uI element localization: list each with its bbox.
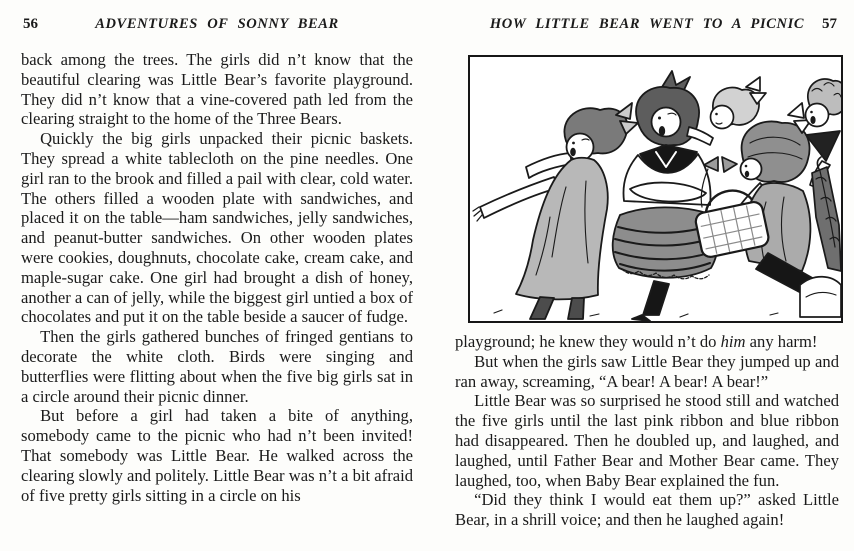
paragraph xyxy=(455,352,839,392)
italic-text: him xyxy=(720,332,746,351)
right-running-head-title: HOW LITTLE BEAR WENT TO A PICNIC xyxy=(489,16,805,32)
right-running-head xyxy=(455,14,839,36)
left-page-number: 56 xyxy=(23,16,38,32)
left-running-head xyxy=(21,14,413,36)
text-run: back among the trees. The girls did n’t know that the beautiful clearing was Little Bear’s favorite playground. They did n’t know that a vine-covered path led from the clearing straight to the home of the Three Bears. xyxy=(21,50,413,129)
text-run: “Did they think I would eat them up?” asked Little Bear, in a shrill voice; and then he laughed again! xyxy=(455,490,839,530)
page-right xyxy=(455,14,839,530)
picnic-illustration-frame xyxy=(468,55,843,323)
picnic-illustration xyxy=(470,57,841,321)
text-run: Little Bear was so surprised he stood still and watched the five girls until the last pink ribbon and blue ribbon had disappeared. Then he doubled up, and laughed, and laughed, until Father Bear and Mother Bear came. They laughed, too, when Baby Bear explained the fun. xyxy=(455,391,839,490)
paragraph xyxy=(455,332,839,352)
text-run: But when the girls saw Little Bear they jumped up and ran away, screaming, “A bear! A bear! A bear!” xyxy=(455,351,839,391)
paragraph xyxy=(455,490,839,530)
right-page-body xyxy=(455,332,839,530)
text-run: Then the girls gathered bunches of fringed gentians to decorate the white cloth. Birds were singing and butterflies were flitting about when the five big girls sat in a circle around their picnic dinner. xyxy=(21,327,413,406)
right-page-number: 57 xyxy=(822,16,837,32)
text-run: But before a girl had taken a bite of anything, somebody came to the picnic who had n’t been invited! That somebody was Little Bear. He walked across the clearing slowly and politely. Little Bear was n’t a bit afraid of five pretty girls sitting in a circle on his xyxy=(21,406,413,505)
paragraph xyxy=(21,129,413,327)
paragraph xyxy=(21,327,413,406)
text-run: any harm! xyxy=(745,332,818,351)
page-left xyxy=(21,14,413,505)
paragraph xyxy=(21,50,413,129)
left-running-head-title: ADVENTURES OF SONNY BEAR xyxy=(95,16,339,32)
text-run: playground; he knew they would n’t do xyxy=(455,332,721,351)
paragraph xyxy=(21,406,413,505)
text-run: Quickly the big girls unpacked their picnic baskets. They spread a white tablecloth on the pine needles. One girl ran to the brook and filled a pail with clear, cold water. The others filled a wooden plate with sandwiches, and placed it on the table—ham sandwiches, jelly sandwiches, and peanut-butter sandwiches. On other wooden plates were cookies, doughnuts, chocolate cake, cream cake, and maple-sugar cake. One girl had brought a dish of honey, another a can of jelly, while the biggest girl untied a box of chocolates and put it on the table beside a saucer of fudge. xyxy=(21,129,413,327)
left-page-body xyxy=(21,50,413,505)
paragraph xyxy=(455,391,839,490)
